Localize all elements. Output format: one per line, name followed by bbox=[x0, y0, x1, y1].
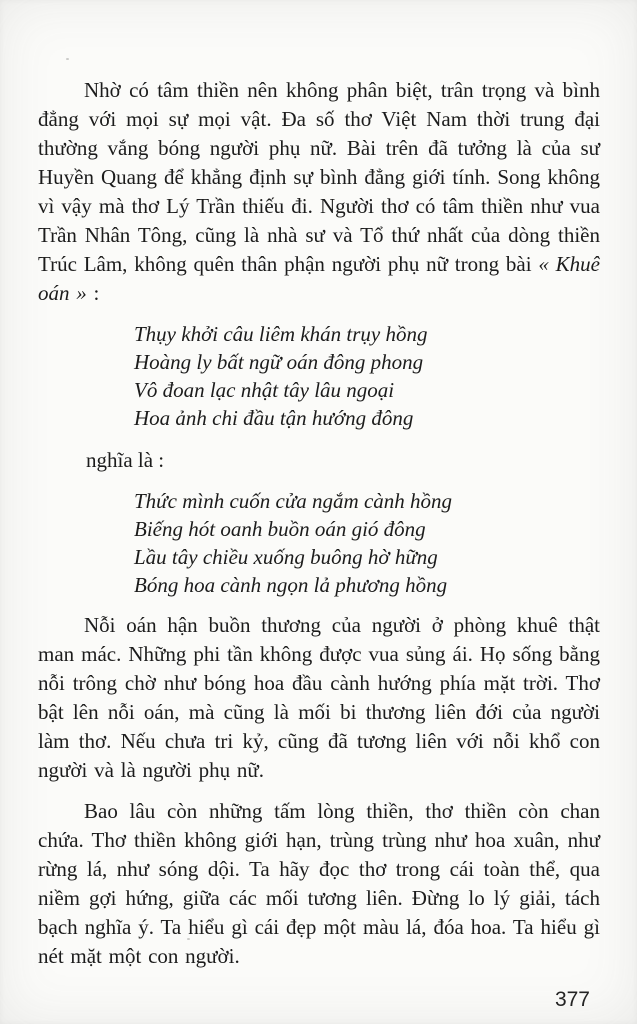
poem-original-line-1: Thụy khởi câu liêm khán trụy hồng bbox=[134, 322, 428, 346]
poem-original bbox=[134, 320, 600, 432]
poem-original-line-2: Hoàng ly bất ngữ oán đông phong bbox=[134, 350, 424, 374]
scan-artifact-speck bbox=[187, 938, 190, 940]
poem-title-inline: « Khuê oán » bbox=[38, 252, 600, 305]
paragraph-intro-colon: : bbox=[86, 281, 100, 305]
page-number: 377 bbox=[554, 988, 590, 1011]
paragraph-intro bbox=[38, 76, 600, 308]
poem-original-line-3: Vô đoan lạc nhật tây lâu ngoại bbox=[134, 378, 395, 402]
poem-translation-line-2: Biếng hót oanh buồn oán gió đông bbox=[134, 517, 426, 541]
poem-translation-line-3: Lầu tây chiều xuống buông hờ hững bbox=[134, 545, 438, 569]
paragraph-intro-text: Nhờ có tâm thiền nên không phân biệt, trân trọng và bình đẳng với mọi sự mọi vật. Đa số thơ Việt Nam thời trung đại thường vắng bóng người phụ nữ. Bài trên đã tưởng là của sư Huyền Quang để khẳng định sự bình đẳng giới tính. Song không vì vậy mà thơ Lý Trần thiếu đi. Người thơ có tâm thiền như vua Trần Nhân Tông, cũng là nhà sư và Tổ thứ nhất của dòng thiền Trúc Lâm, không quên thân phận người phụ nữ trong bài bbox=[38, 78, 600, 276]
poem-translation-line-4: Bóng hoa cành ngọn lả phương hồng bbox=[134, 573, 448, 597]
poem-original-line-4: Hoa ảnh chi đầu tận hướng đông bbox=[134, 406, 414, 430]
poem-translation bbox=[134, 487, 600, 599]
poem-translation-line-1: Thức mình cuốn cửa ngắm cành hồng bbox=[134, 489, 453, 513]
paragraph-commentary: Nỗi oán hận buồn thương của người ở phòng khuê thật man mác. Những phi tần không được vua sủng ái. Họ sống bằng nỗi trông chờ như bóng hoa đầu cành hướng phía mặt trời. Thơ bật lên nỗi oán, mà cũng là mối bi thương liên đới của người làm thơ. Nếu chưa tri kỷ, cũng đã tương liên với nỗi khổ con người và là người phụ nữ. bbox=[38, 613, 600, 782]
paragraph-conclusion: Bao lâu còn những tấm lòng thiền, thơ thiền còn chan chứa. Thơ thiền không giới hạn, trùng trùng như hoa xuân, như rừng lá, như sóng dội. Ta hãy đọc thơ trong cái toàn thể, qua niềm gợi hứng, giữa các mối tương liên. Đừng lo lý giải, tách bạch nghĩa ý. Ta hiểu gì cái đẹp một màu lá, đóa hoa. Ta hiểu gì nét mặt một con người. bbox=[38, 799, 600, 968]
scan-artifact-speck bbox=[66, 58, 69, 60]
translation-label: nghĩa là : bbox=[86, 448, 165, 472]
